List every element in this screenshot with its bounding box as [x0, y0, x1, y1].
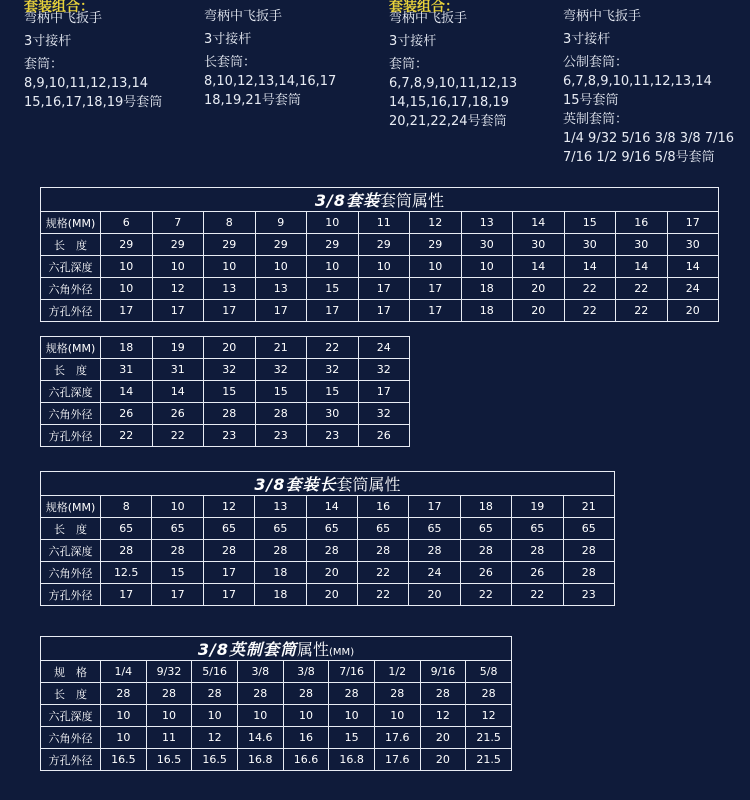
table-title-row: [41, 188, 719, 212]
table-cell: 28: [466, 683, 512, 705]
table-cell: 28: [420, 683, 466, 705]
table-cell: 21: [255, 337, 307, 359]
kit-line: 弯柄中飞扳手: [389, 11, 468, 26]
table-cell: 22: [152, 425, 204, 447]
table-cell: 20: [409, 584, 460, 606]
kit-line: 公制套筒：: [563, 55, 629, 70]
table-cell: 28: [203, 540, 254, 562]
table-cell: 10: [101, 727, 147, 749]
row-label: 六孔深度: [41, 705, 101, 727]
table-cell: 65: [460, 518, 511, 540]
table-cell: 9/16: [420, 661, 466, 683]
table-cell: 22: [357, 584, 408, 606]
table-row: [41, 518, 615, 540]
table-cell: 14: [616, 256, 668, 278]
table-cell: 30: [513, 234, 565, 256]
table-cell: 14.6: [237, 727, 283, 749]
kit-line: 15,16,17,18,19号套筒: [24, 95, 163, 110]
table-title-normal: 套筒属性: [380, 191, 445, 210]
table-cell: 28: [204, 403, 256, 425]
table-row: [41, 584, 615, 606]
table-cell: 20: [204, 337, 256, 359]
table-row: [41, 661, 512, 683]
table-cell: 16.5: [146, 749, 192, 771]
socket-spec-table-set-continued: [40, 336, 410, 447]
kit-line: 3寸接杆: [389, 34, 437, 49]
table-cell: 17.6: [374, 749, 420, 771]
row-label: 长 度: [41, 234, 101, 256]
table-cell: 14: [152, 381, 204, 403]
row-label: 方孔外径: [41, 425, 101, 447]
table-cell: 5/8: [466, 661, 512, 683]
row-label: 六角外径: [41, 562, 101, 584]
table-cell: 22: [564, 278, 616, 300]
table-cell: 10: [237, 705, 283, 727]
table-cell: 12: [152, 278, 204, 300]
table-cell: 65: [409, 518, 460, 540]
table-cell: 28: [152, 540, 203, 562]
table-cell: 28: [101, 683, 147, 705]
table-cell: 16.8: [237, 749, 283, 771]
kit-line: 弯柄中飞扳手: [563, 9, 642, 24]
table-cell: 12: [466, 705, 512, 727]
table-title: [41, 188, 719, 212]
table-cell: 19: [152, 337, 204, 359]
table-cell: 28: [563, 562, 614, 584]
table-cell: 20: [306, 584, 357, 606]
table-cell: 11: [146, 727, 192, 749]
socket-spec-table-set: [40, 187, 719, 322]
table-row: [41, 234, 719, 256]
table-cell: 29: [307, 234, 359, 256]
table-title: [41, 472, 615, 496]
table-cell: 20: [513, 300, 565, 322]
table-cell: 26: [460, 562, 511, 584]
table-cell: 28: [237, 683, 283, 705]
table-cell: 20: [513, 278, 565, 300]
table-cell: 22: [307, 337, 359, 359]
table-cell: 17.6: [374, 727, 420, 749]
table-cell: 28: [306, 540, 357, 562]
table-cell: 13: [461, 212, 513, 234]
row-label: 长 度: [41, 518, 101, 540]
table-cell: 15: [564, 212, 616, 234]
table-cell: 15: [152, 562, 203, 584]
table-title-bold: 3/8套装长: [254, 475, 337, 494]
row-label: 方孔外径: [41, 749, 101, 771]
table-cell: 30: [616, 234, 668, 256]
table-cell: 65: [152, 518, 203, 540]
kit-line: 套筒：: [389, 57, 429, 72]
kit-line: 15号套筒: [563, 93, 619, 108]
table-row: [41, 683, 512, 705]
table-cell: 18: [461, 300, 513, 322]
table-cell: 18: [255, 584, 306, 606]
table-cell: 7/16: [329, 661, 375, 683]
table-cell: 10: [152, 256, 204, 278]
table-cell: 32: [204, 359, 256, 381]
table-cell: 28: [192, 683, 238, 705]
table-cell: 20: [420, 749, 466, 771]
table-cell: 12: [410, 212, 462, 234]
row-label: 六角外径: [41, 278, 101, 300]
kit-line: 14,15,16,17,18,19: [389, 95, 509, 110]
table-cell: 65: [563, 518, 614, 540]
table-cell: 23: [307, 425, 359, 447]
kit-line: 18,19,21号套筒: [204, 93, 301, 108]
table-row: [41, 540, 615, 562]
table-cell: 20: [420, 727, 466, 749]
table-cell: 15: [255, 381, 307, 403]
table-cell: 28: [374, 683, 420, 705]
table-cell: 17: [409, 496, 460, 518]
kit-column-2: [204, 7, 336, 110]
table-cell: 29: [204, 234, 256, 256]
table-cell: 29: [358, 234, 410, 256]
table-cell: 28: [329, 683, 375, 705]
table-cell: 17: [204, 300, 256, 322]
kit-line: 长套筒：: [204, 55, 257, 70]
table-cell: 10: [204, 256, 256, 278]
table-title-normal: 属性: [297, 640, 330, 659]
table-cell: 10: [374, 705, 420, 727]
table-cell: 17: [307, 300, 359, 322]
table-cell: 28: [146, 683, 192, 705]
table-cell: 28: [101, 540, 152, 562]
table-cell: 22: [616, 278, 668, 300]
socket-spec-table-imperial: [40, 636, 512, 771]
table-cell: 17: [255, 300, 307, 322]
table-cell: 10: [152, 496, 203, 518]
table-cell: 3/8: [283, 661, 329, 683]
table-cell: 11: [358, 212, 410, 234]
table-title-normal: 套筒属性: [336, 475, 401, 494]
table-cell: 26: [152, 403, 204, 425]
table-row: [41, 278, 719, 300]
table-cell: 10: [146, 705, 192, 727]
table-cell: 29: [410, 234, 462, 256]
kit-line: 6,7,8,9,10,11,12,13: [389, 76, 518, 91]
table-cell: 23: [563, 584, 614, 606]
table-cell: 22: [357, 562, 408, 584]
kit-line: 弯柄中飞扳手: [24, 11, 103, 26]
table-row: [41, 300, 719, 322]
table-cell: 17: [203, 584, 254, 606]
table-cell: 14: [667, 256, 719, 278]
table-cell: 10: [329, 705, 375, 727]
table-cell: 22: [564, 300, 616, 322]
table-cell: 30: [307, 403, 359, 425]
table-cell: 18: [461, 278, 513, 300]
table-cell: 10: [410, 256, 462, 278]
table-cell: 8: [101, 496, 152, 518]
table-cell: 22: [616, 300, 668, 322]
table-cell: 16.5: [192, 749, 238, 771]
table-cell: 65: [255, 518, 306, 540]
table-cell: 16.5: [101, 749, 147, 771]
table-row: [41, 705, 512, 727]
kit-line: 3寸接杆: [24, 34, 72, 49]
row-label: 规格(MM): [41, 337, 101, 359]
table-cell: 10: [101, 256, 153, 278]
table-cell: 14: [306, 496, 357, 518]
table-cell: 28: [255, 403, 307, 425]
table-cell: 13: [204, 278, 256, 300]
table-cell: 15: [204, 381, 256, 403]
row-label: 规 格: [41, 661, 101, 683]
table-cell: 10: [358, 256, 410, 278]
table-cell: 10: [307, 212, 359, 234]
kit-title: 套装组合：: [389, 0, 459, 15]
table-cell: 65: [512, 518, 563, 540]
row-label: 六角外径: [41, 403, 101, 425]
table-cell: 16: [616, 212, 668, 234]
table-cell: 32: [255, 359, 307, 381]
table-cell: 65: [203, 518, 254, 540]
table-cell: 17: [152, 300, 204, 322]
table-cell: 14: [101, 381, 153, 403]
table-cell: 10: [192, 705, 238, 727]
table-cell: 12: [203, 496, 254, 518]
table-row: [41, 256, 719, 278]
row-label: 规格(MM): [41, 212, 101, 234]
table-cell: 13: [255, 278, 307, 300]
table-cell: 29: [255, 234, 307, 256]
table-cell: 17: [358, 278, 410, 300]
table-cell: 32: [307, 359, 359, 381]
table-cell: 10: [101, 705, 147, 727]
table-cell: 15: [307, 278, 359, 300]
table-cell: 3/8: [237, 661, 283, 683]
table-cell: 18: [460, 496, 511, 518]
row-label: 六孔深度: [41, 381, 101, 403]
table-cell: 28: [357, 540, 408, 562]
table-title-row: [41, 472, 615, 496]
table-cell: 6: [101, 212, 153, 234]
table-cell: 20: [306, 562, 357, 584]
table-cell: 65: [357, 518, 408, 540]
kit-line: 8,10,12,13,14,16,17: [204, 74, 337, 89]
table-row: [41, 496, 615, 518]
table-cell: 10: [307, 256, 359, 278]
row-label: 六孔深度: [41, 256, 101, 278]
kit-line: 1/4 9/32 5/16 3/8 3/8 7/16: [563, 131, 735, 146]
table-cell: 17: [101, 300, 153, 322]
table-cell: 21: [563, 496, 614, 518]
table-row: [41, 337, 410, 359]
table-cell: 16: [283, 727, 329, 749]
row-label: 规格(MM): [41, 496, 101, 518]
table-cell: 10: [283, 705, 329, 727]
table-title-unit: (MM): [329, 647, 355, 658]
table-row: [41, 727, 512, 749]
table-cell: 29: [152, 234, 204, 256]
table-cell: 32: [358, 359, 410, 381]
table-cell: 28: [460, 540, 511, 562]
table-cell: 18: [255, 562, 306, 584]
table-cell: 8: [204, 212, 256, 234]
table-cell: 17: [203, 562, 254, 584]
table-cell: 7: [152, 212, 204, 234]
table-cell: 1/2: [374, 661, 420, 683]
table-row: [41, 749, 512, 771]
table-row: [41, 403, 410, 425]
kit-line: 20,21,22,24号套筒: [389, 114, 507, 129]
kit-column-1: [24, 0, 163, 112]
table-cell: 10: [255, 256, 307, 278]
table-cell: 16: [357, 496, 408, 518]
table-cell: 21.5: [466, 727, 512, 749]
table-cell: 28: [283, 683, 329, 705]
table-cell: 9: [255, 212, 307, 234]
kit-line: 7/16 1/2 9/16 5/8号套筒: [563, 150, 715, 165]
table-cell: 14: [564, 256, 616, 278]
table-cell: 26: [358, 425, 410, 447]
table-cell: 65: [306, 518, 357, 540]
table-cell: 10: [461, 256, 513, 278]
row-label: 长 度: [41, 683, 101, 705]
table-cell: 22: [101, 425, 153, 447]
table-row: [41, 381, 410, 403]
kit-contents: [0, 0, 750, 175]
table-cell: 28: [512, 540, 563, 562]
table-cell: 24: [667, 278, 719, 300]
table-title: [41, 637, 512, 661]
table-cell: 19: [512, 496, 563, 518]
kit-line: 3寸接杆: [563, 32, 611, 47]
table-cell: 17: [101, 584, 152, 606]
table-cell: 17: [358, 381, 410, 403]
table-row: [41, 562, 615, 584]
table-cell: 1/4: [101, 661, 147, 683]
socket-spec-table-long: [40, 471, 615, 606]
row-label: 方孔外径: [41, 300, 101, 322]
table-cell: 26: [512, 562, 563, 584]
table-cell: 22: [512, 584, 563, 606]
table-cell: 12.5: [101, 562, 152, 584]
table-cell: 12: [192, 727, 238, 749]
table-cell: 23: [204, 425, 256, 447]
row-label: 六角外径: [41, 727, 101, 749]
table-cell: 17: [358, 300, 410, 322]
table-cell: 65: [101, 518, 152, 540]
table-cell: 24: [409, 562, 460, 584]
table-cell: 13: [255, 496, 306, 518]
table-title-bold: 3/8套装: [314, 191, 381, 210]
table-row: [41, 212, 719, 234]
kit-line: 弯柄中飞扳手: [204, 9, 283, 24]
kit-line: 套筒：: [24, 57, 64, 72]
table-cell: 17: [410, 278, 462, 300]
row-label: 长 度: [41, 359, 101, 381]
table-cell: 12: [420, 705, 466, 727]
table-cell: 26: [101, 403, 153, 425]
table-cell: 28: [409, 540, 460, 562]
table-cell: 15: [329, 727, 375, 749]
table-cell: 18: [101, 337, 153, 359]
table-cell: 20: [667, 300, 719, 322]
table-cell: 29: [101, 234, 153, 256]
table-cell: 9/32: [146, 661, 192, 683]
kit-title: 套装组合：: [24, 0, 94, 15]
table-cell: 31: [101, 359, 153, 381]
table-cell: 30: [667, 234, 719, 256]
kit-line: 8,9,10,11,12,13,14: [24, 76, 149, 91]
kit-line: 英制套筒：: [563, 112, 629, 127]
table-cell: 17: [410, 300, 462, 322]
table-cell: 23: [255, 425, 307, 447]
table-title-row: [41, 637, 512, 661]
table-cell: 16.8: [329, 749, 375, 771]
kit-column-4: [563, 7, 734, 167]
table-cell: 10: [101, 278, 153, 300]
kit-line: 3寸接杆: [204, 32, 252, 47]
kit-column-3: [389, 0, 518, 131]
row-label: 方孔外径: [41, 584, 101, 606]
table-cell: 16.6: [283, 749, 329, 771]
table-cell: 30: [461, 234, 513, 256]
table-cell: 28: [255, 540, 306, 562]
table-cell: 15: [307, 381, 359, 403]
table-row: [41, 425, 410, 447]
table-cell: 14: [513, 256, 565, 278]
table-cell: 22: [460, 584, 511, 606]
table-cell: 32: [358, 403, 410, 425]
table-cell: 24: [358, 337, 410, 359]
table-cell: 21.5: [466, 749, 512, 771]
table-cell: 28: [563, 540, 614, 562]
table-cell: 5/16: [192, 661, 238, 683]
table-row: [41, 359, 410, 381]
row-label: 六孔深度: [41, 540, 101, 562]
table-cell: 14: [513, 212, 565, 234]
table-cell: 17: [152, 584, 203, 606]
table-cell: 17: [667, 212, 719, 234]
table-cell: 30: [564, 234, 616, 256]
kit-line: 6,7,8,9,10,11,12,13,14: [563, 74, 712, 89]
table-title-bold: 3/8英制套筒: [197, 640, 298, 659]
table-cell: 31: [152, 359, 204, 381]
